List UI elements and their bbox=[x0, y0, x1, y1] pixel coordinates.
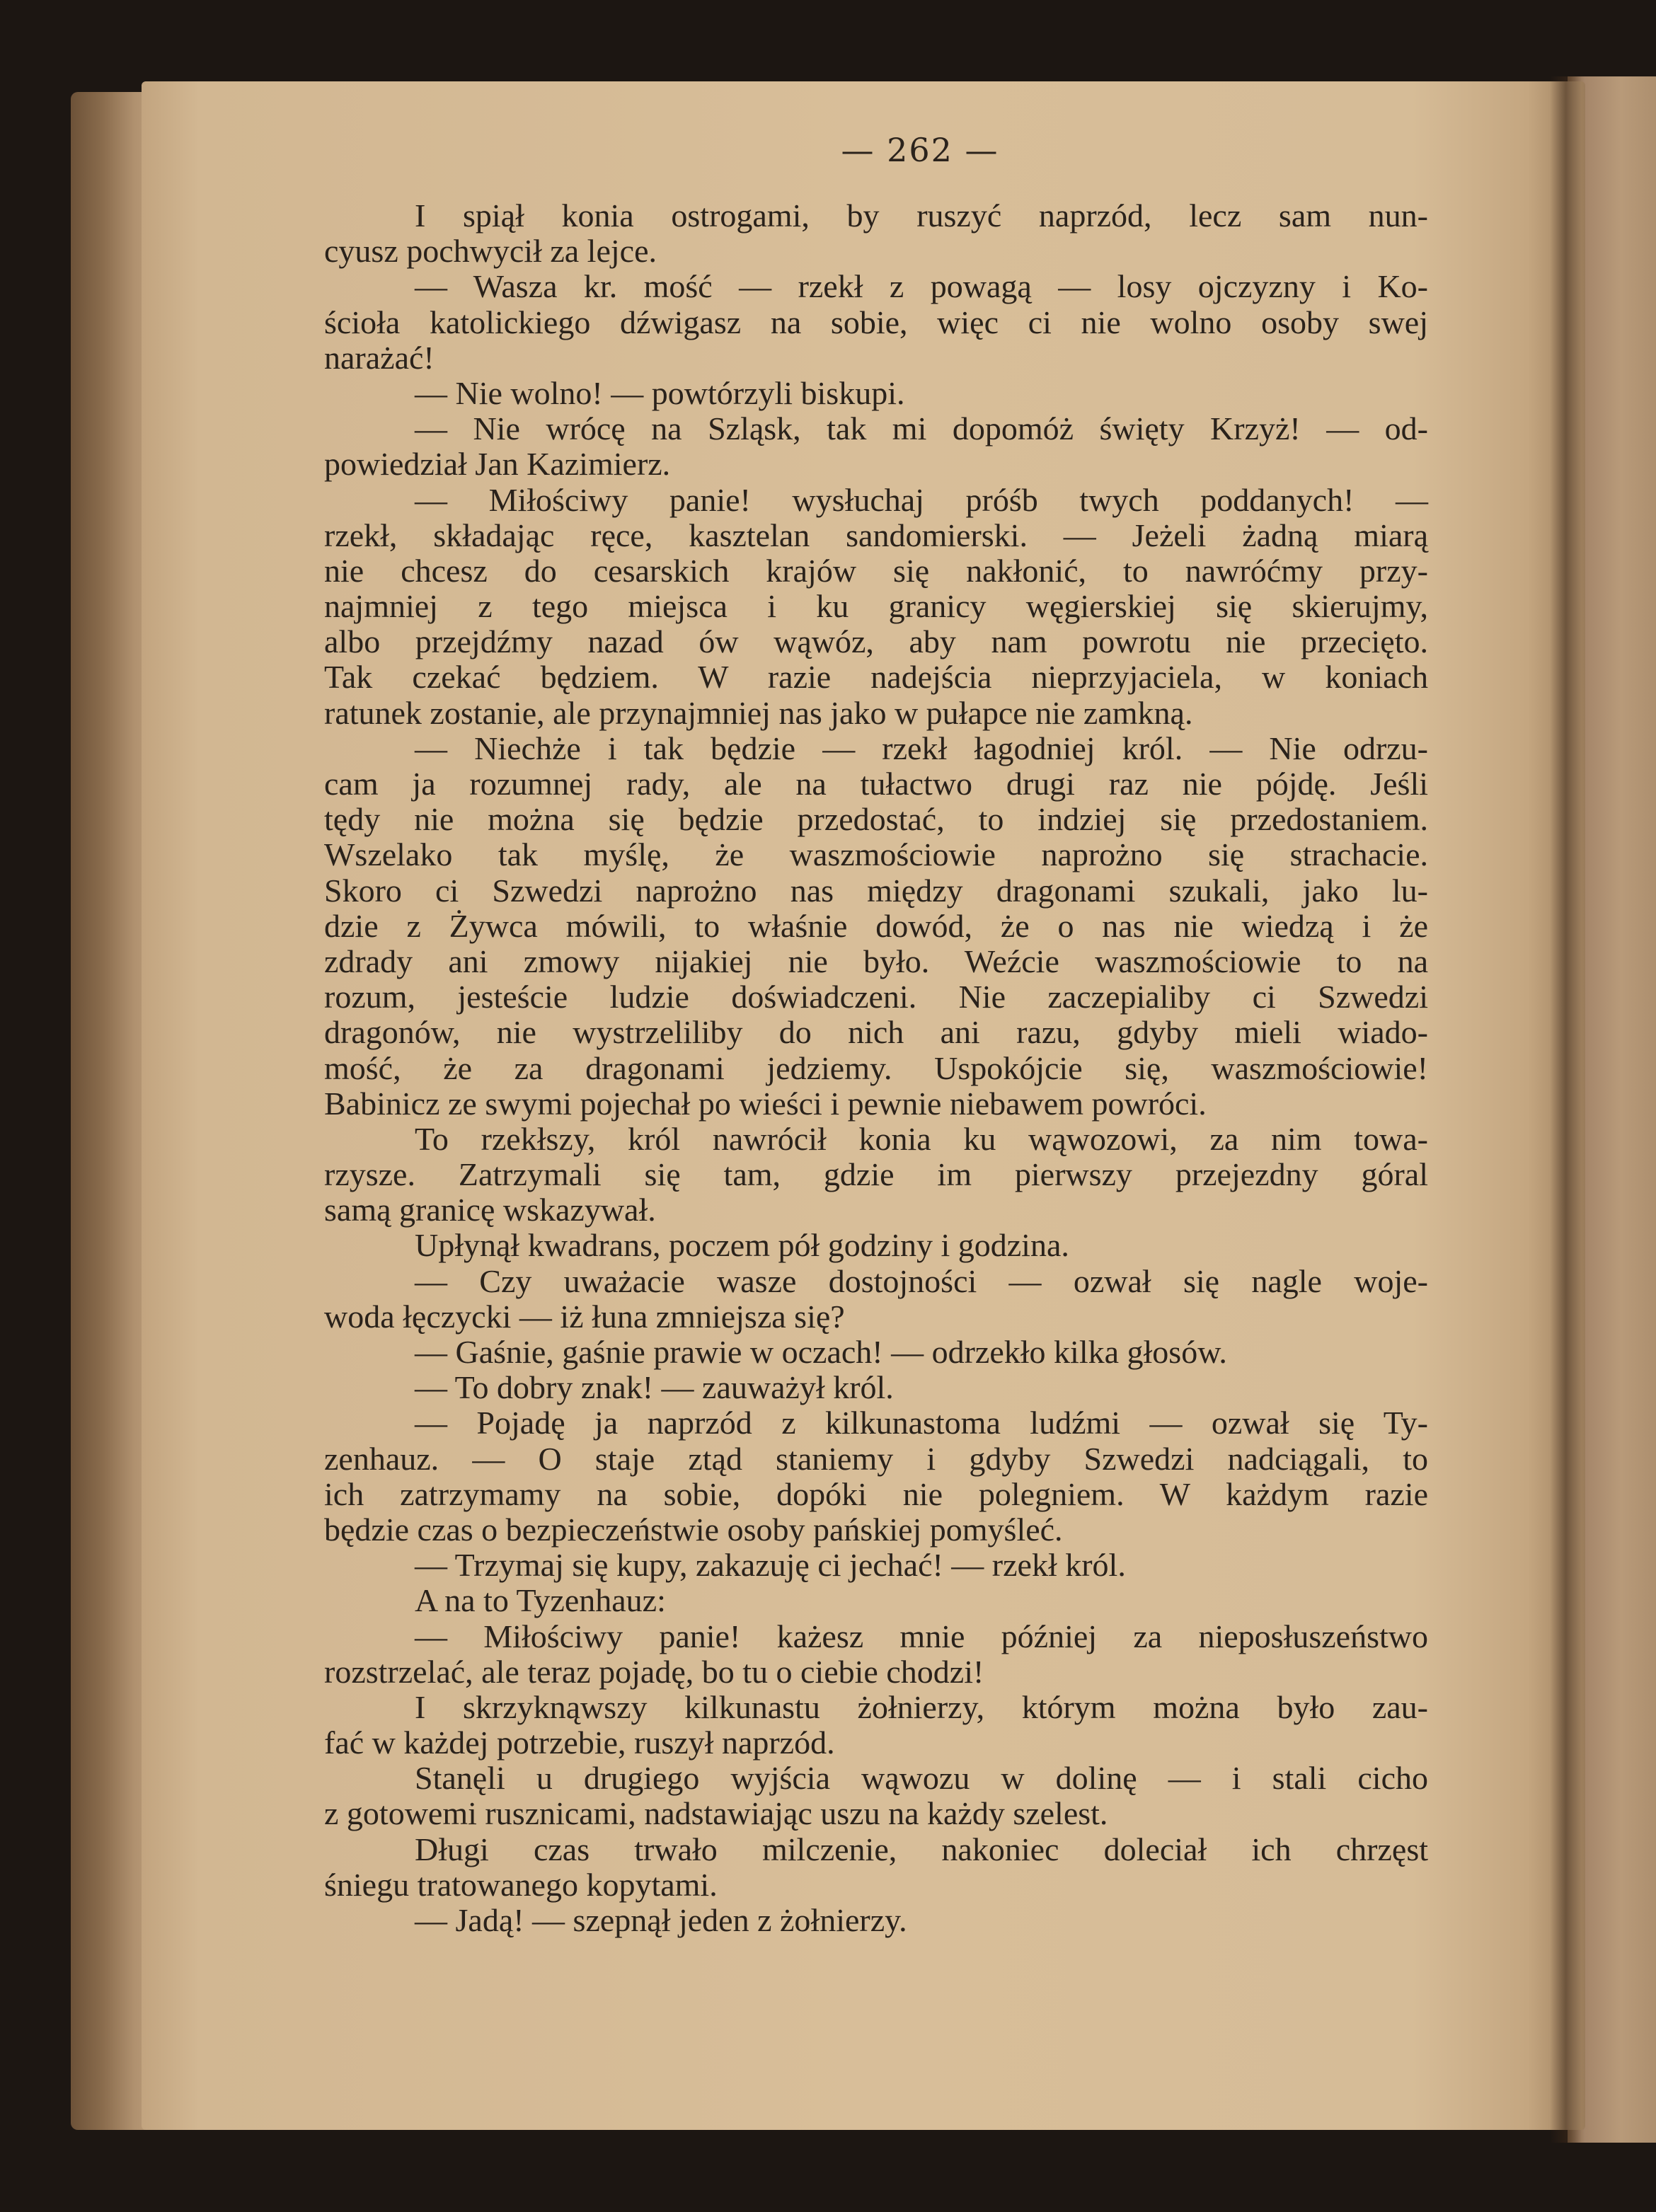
text-line: cyusz pochwycił za lejce. bbox=[324, 233, 657, 270]
text-line: To rzekłszy, król nawrócił konia ku wąwozowi, za nim towa- bbox=[415, 1120, 1428, 1157]
text-line: śniegu tratowanego kopytami. bbox=[324, 1866, 718, 1903]
text-line: Długi czas trwało milczenie, nakoniec doleciał ich chrzęst bbox=[415, 1831, 1428, 1867]
text-line: Stanęli u drugiego wyjścia wąwozu w dolinę — i stali cicho bbox=[415, 1760, 1428, 1797]
text-line: mość, że za dragonami jedziemy. Uspokójcie się, waszmościowie! bbox=[324, 1049, 1428, 1086]
text-line: rozum, jesteście ludzie doświadczeni. Nie zaczepialiby ci Szwedzi bbox=[324, 979, 1428, 1015]
text-line: rzysze. Zatrzymali się tam, gdzie im pierwszy przejezdny góral bbox=[324, 1156, 1428, 1193]
text-line: — Miłościwy panie! wysłuchaj próśb twych poddanych! — bbox=[415, 481, 1428, 518]
text-line: rzekł, składając ręce, kasztelan sandomierski. — Jeżeli żadną miarą bbox=[324, 517, 1428, 553]
text-line: albo przejdźmy nazad ów wąwóz, aby nam powrotu nie przecięto. bbox=[324, 623, 1428, 660]
text-line: będzie czas o bezpieczeństwie osoby pańskiej pomyśleć. bbox=[324, 1511, 1063, 1548]
page-number: — 262 — bbox=[841, 131, 999, 169]
text-line: — To dobry znak! — zauważył król. bbox=[415, 1369, 894, 1406]
text-line: cam ja rozumnej rady, ale na tułactwo drugi raz nie pójdę. Jeśli bbox=[324, 766, 1428, 802]
text-line: zdrady ani zmowy nijakiej nie było. Weźcie waszmościowie to na bbox=[324, 943, 1428, 979]
text-line: dragonów, nie wystrzeliliby do nich ani razu, gdyby mieli wiado- bbox=[324, 1014, 1428, 1051]
text-line: I spiął konia ostrogami, by ruszyć naprzód, lecz sam nun- bbox=[415, 197, 1428, 234]
text-line: najmniej z tego miejsca i ku granicy węgierskiej się skierujmy, bbox=[324, 588, 1428, 625]
text-line: A na to Tyzenhauz: bbox=[415, 1582, 666, 1619]
text-line: fać w każdej potrzebie, ruszył naprzód. bbox=[324, 1724, 835, 1761]
text-line: ich zatrzymamy na sobie, dopóki nie polegniem. W każdym razie bbox=[324, 1475, 1428, 1512]
text-line: — Niechże i tak będzie — rzekł łagodniej król. — Nie odrzu- bbox=[415, 730, 1428, 766]
text-line: Upłynął kwadrans, poczem pół godziny i godzina. bbox=[415, 1227, 1069, 1264]
text-line: samą granicę wskazywał. bbox=[324, 1192, 656, 1228]
text-line: Skoro ci Szwedzi naprożno nas między dragonami szukali, jako lu- bbox=[324, 872, 1428, 909]
text-line: z gotowemi rusznicami, nadstawiając uszu na każdy szelest. bbox=[324, 1795, 1108, 1832]
text-line: — Trzymaj się kupy, zakazuję ci jechać! — rzekł król. bbox=[415, 1547, 1126, 1584]
book-gutter bbox=[1550, 76, 1582, 2143]
text-line: narażać! bbox=[324, 339, 435, 376]
text-line: dzie z Żywca mówili, to właśnie dowód, że o nas nie wiedzą i że bbox=[324, 907, 1428, 944]
text-line: tędy nie można się będzie przedostać, to indziej się przedostaniem. bbox=[324, 801, 1428, 838]
text-line: ścioła katolickiego dźwigasz na sobie, więc ci nie wolno osoby swej bbox=[324, 304, 1428, 340]
text-line: — Gaśnie, gaśnie prawie w oczach! — odrzekło kilka głosów. bbox=[415, 1334, 1227, 1370]
text-line: — Nie wrócę na Szląsk, tak mi dopomóż święty Krzyż! — od- bbox=[415, 410, 1428, 447]
page-text bbox=[324, 198, 1428, 1938]
text-line: powiedział Jan Kazimierz. bbox=[324, 446, 671, 483]
text-line: zenhauz. — O staje ztąd staniemy i gdyby Szwedzi nadciągali, to bbox=[324, 1440, 1428, 1477]
text-line: — Czy uważacie wasze dostojności — ozwał się nagle woje- bbox=[415, 1262, 1428, 1299]
text-line: Babinicz ze swymi pojechał po wieści i pewnie niebawem powróci. bbox=[324, 1085, 1207, 1122]
text-line: I skrzyknąwszy kilkunastu żołnierzy, którym można było zau- bbox=[415, 1688, 1428, 1725]
text-line: — Pojadę ja naprzód z kilkunastoma ludźmi — ozwał się Ty- bbox=[415, 1405, 1428, 1441]
text-line: ratunek zostanie, ale przynajmniej nas jako w pułapce nie zamkną. bbox=[324, 694, 1193, 731]
text-line: rozstrzelać, ale teraz pojadę, bo tu o ciebie chodzi! bbox=[324, 1653, 984, 1690]
text-line: — Wasza kr. mość — rzekł z powagą — losy ojczyzny i Ko- bbox=[415, 268, 1428, 305]
text-line: woda łęczycki — iż łuna zmniejsza się? bbox=[324, 1298, 845, 1335]
text-line: — Miłościwy panie! każesz mnie później za nieposłuszeństwo bbox=[415, 1618, 1428, 1654]
text-line: — Jadą! — szepnął jeden z żołnierzy. bbox=[415, 1902, 907, 1938]
text-line: Wszelako tak myślę, że waszmościowie naprożno się strachacie. bbox=[324, 836, 1428, 873]
text-line: — Nie wolno! — powtórzyli biskupi. bbox=[415, 374, 905, 411]
text-line: nie chcesz do cesarskich krajów się nakłonić, to nawróćmy przy- bbox=[324, 552, 1428, 589]
text-line: Tak czekać będziem. W razie nadejścia nieprzyjaciela, w koniach bbox=[324, 659, 1428, 696]
